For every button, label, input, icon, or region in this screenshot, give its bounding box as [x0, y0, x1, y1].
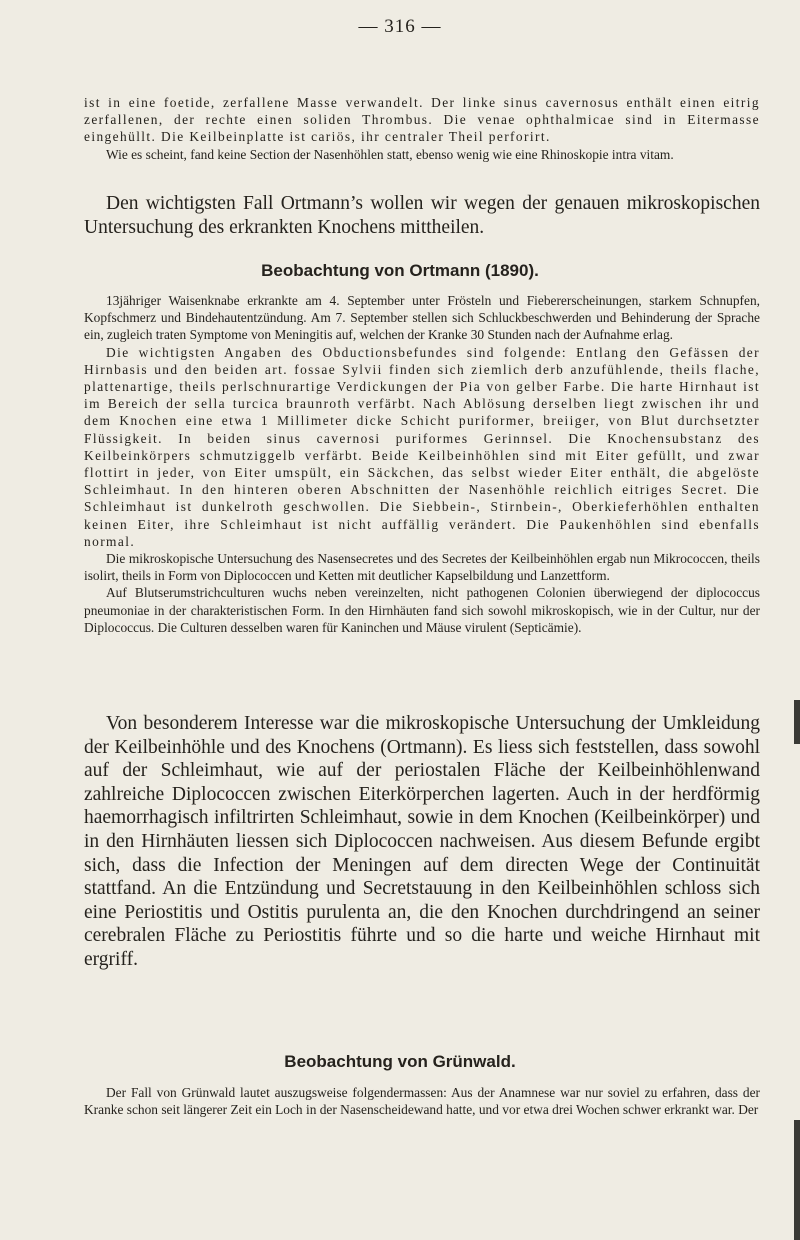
section-heading-gruenwald: Beobachtung von Grünwald.: [284, 1052, 516, 1071]
intro-small-block: [84, 94, 760, 163]
scan-edge-shadow: [794, 1120, 800, 1240]
large-paragraph: Von besonderem Interesse war die mikroskopische Untersuchung der Umkleidung der Keilbeinhöhle und des Knochens (Ortmann). Es liess sich feststellen, dass sowohl auf der Schleimhaut, wie auf der periostalen Fläche der Keilbeinhöhlenwand zahlreiche Diplococcen zwischen Eiterkörperchen lagerten. Auch in der herdförmig haemorrhagisch infiltrirten Schleimhaut, sowie in dem Knochen (Keilbeinkörper) und in den Hirnhäuten liessen sich Diplococcen nachweisen. Aus diesem Befunde ergibt sich, dass die Infection der Meningen auf dem directen Wege der Continuität stattfand. An die Entzündung und Secretstauung in den Keilbeinhöhlen schloss sich eine Periostitis und Ostitis purulenta an, die den Knochen durchdringend an seiner cerebralen Fläche zu Periostitis führte und so die harte und weiche Hirnhaut mit ergriff.: [84, 713, 760, 970]
section-heading-ortmann: Beobachtung von Ortmann (1890).: [261, 261, 539, 280]
intro-paragraph: Wie es scheint, fand keine Section der Nasenhöhlen statt, ebenso wenig wie eine Rhinoskopie intra vitam.: [106, 146, 674, 162]
page-number: — 316 —: [358, 16, 442, 37]
case-paragraph: Die wichtigsten Angaben des Obductionsbefundes sind folgende: Entlang den Gefässen der Hirnbasis und den beiden art. fossae Sylvii finden sich ziemlich derb anzufühlende, theils flache, plattenartige, theils perlschnurartige Verdickungen der Pia von gelber Farbe. Die harte Hirnhaut ist im Bereich der sella turcica braunroth verfärbt. Nach Ablösung derselben liegt zwischen ihr und dem Knochen eine etwa 1 Millimeter dicke Schicht puriformer, breiiger, von Blut durchsetzter Flüssigkeit. In beiden sinus cavernosi puriformes Gerinnsel. Die Knochensubstanz des Keilbeinkörpers schmutziggelb verfärbt. Beide Keilbeinhöhlen sind mit Eiter gefüllt, und zwar flottirt in jeder, von Eiter umspült, ein Säckchen, das selbst wieder Eiter enthält, die abgelöste Schleimhaut. In den hinteren oberen Abschnitten der Nasenhöhle reichlich eitriges Secret. Die Schleimhaut ist dunkelroth geschwollen. Die Siebbein-, Stirnbein-, Oberkieferhöhlen enthalten keinen Eiter, ihre Schleimhaut ist nicht auffällig verändert. Die Paukenhöhlen sind ebenfalls normal.: [84, 344, 760, 549]
large-paragraph-block: [84, 712, 760, 972]
intro-large-block: [84, 192, 760, 239]
case-paragraph: Der Fall von Grünwald lautet auszugsweise folgendermassen: Aus der Anamnese war nur soviel zu erfahren, dass der Kranke schon seit längerer Zeit ein Loch in der Nasenscheidewand hatte, und vor etwa drei Wochen schwer erkrankt war. Der: [84, 1085, 760, 1118]
intro-paragraph: ist in eine foetide, zerfallene Masse verwandelt. Der linke sinus cavernosus enthält einen eitrig zerfallenen, der rechte einen soliden Thrombus. Die venae ophthalmicae sind in Eitermasse eingehüllt. Die Keilbeinplatte ist cariös, ihr centraler Theil perforirt.: [84, 95, 760, 145]
case-paragraph: Auf Blutserumstrichculturen wuchs neben vereinzelten, nicht pathogenen Colonien überwiegend der diplococcus pneumoniae in der charakteristischen Form. In den Hirnhäuten fand sich sowohl mikroskopisch, wie in der Cultur, nur der Diplococcus. Die Culturen desselben waren für Kaninchen und Mäuse virulent (Septicämie).: [84, 585, 760, 635]
case-paragraph: Die mikroskopische Untersuchung des Nasensecretes und des Secretes der Keilbeinhöhlen ergab nun Mikrococcen, theils isolirt, theils in Form von Diplococcen und Ketten mit deutlicher Kapselbildung und Lanzettform.: [84, 551, 760, 584]
case-paragraph: 13jähriger Waisenknabe erkrankte am 4. September unter Frösteln und Fiebererscheinungen, starkem Schnupfen, Kopfschmerz und Bindehautentzündung. Am 7. September stellen sich Schluckbeschwerden und Behinderung der Sprache ein, zugleich traten Symptome von Meningitis auf, welchen der Kranke 30 Stunden nach der Aufnahme erlag.: [84, 293, 760, 343]
case-gruenwald-block: [84, 1084, 760, 1118]
scan-edge-shadow: [794, 700, 800, 744]
case-ortmann-block: [84, 292, 760, 636]
intro-large-paragraph: Den wichtigsten Fall Ortmann’s wollen wir wegen der genauen mikroskopischen Untersuchung des erkrankten Knochens mittheilen.: [84, 193, 760, 238]
